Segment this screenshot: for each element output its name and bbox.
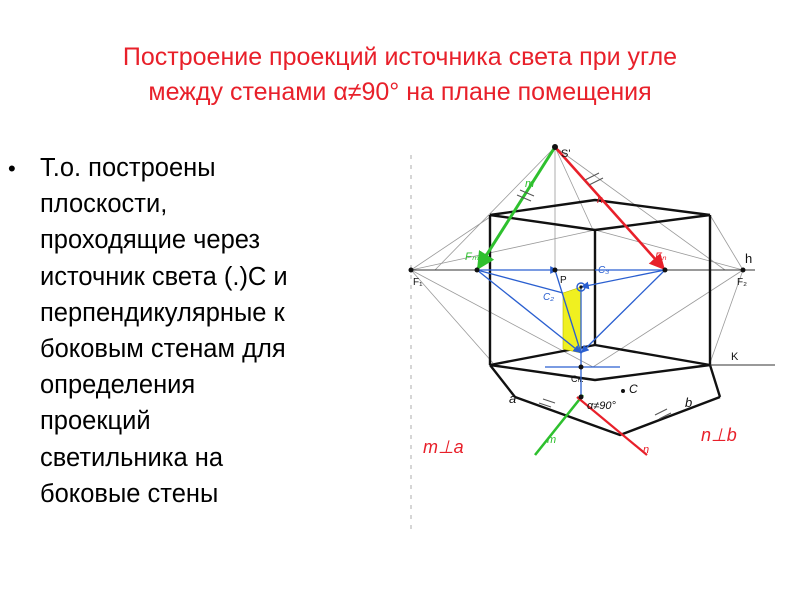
label-c2: C₂ xyxy=(543,292,555,303)
bullet-text xyxy=(40,150,365,512)
label-s: S' xyxy=(561,148,571,160)
bullet-line: проходящие через xyxy=(40,226,261,255)
bullet-line: боковым стенам для xyxy=(40,335,286,364)
label-c3: C₃ xyxy=(598,265,610,276)
point-c-marker-plan xyxy=(621,389,625,393)
point-p xyxy=(553,268,558,273)
label-f2: F₂ xyxy=(737,277,747,288)
vanishing-point-f1 xyxy=(409,268,414,273)
label-k: K xyxy=(731,351,739,363)
plan-right-link xyxy=(710,365,720,397)
construction-line xyxy=(595,230,743,270)
bullet-line: боковые стены xyxy=(40,479,219,508)
bullet-line: плоскости, xyxy=(40,190,168,219)
construction-line xyxy=(555,147,725,270)
bullet-line: Т.о. построены xyxy=(40,154,216,182)
label-n-perp-b: n⊥b xyxy=(701,425,737,445)
label-alpha: α≠90° xyxy=(587,400,616,412)
construction-line xyxy=(710,215,743,270)
point-c xyxy=(579,285,582,288)
label-c: C xyxy=(629,382,638,396)
projection-drawing xyxy=(405,135,795,535)
label-c-floor: Cₙ. xyxy=(571,374,584,384)
label-a: a xyxy=(509,391,517,406)
label-n-top: n xyxy=(597,194,604,206)
construction-line xyxy=(411,270,493,363)
point-c-floor xyxy=(579,365,584,370)
point-fm xyxy=(475,268,480,273)
label-m-perp-a: m⊥a xyxy=(423,437,464,457)
construction-line xyxy=(411,230,595,270)
bullet-line: источник света (.)С и xyxy=(40,262,288,291)
point-s xyxy=(552,144,558,150)
label-fn: Fₙ xyxy=(655,251,667,263)
label-fm: Fₘ xyxy=(465,251,479,263)
bullet-line: проекций xyxy=(40,407,151,436)
bullet-line: светильника на xyxy=(40,443,224,472)
slide-title-line-1: Построение проекций источника света при угле xyxy=(122,43,678,71)
label-p: P xyxy=(560,275,567,286)
point-fn xyxy=(663,268,668,273)
point-c-plan xyxy=(579,395,584,400)
bullet-line: перпендикулярные к xyxy=(40,298,285,327)
red-line-n xyxy=(555,147,665,270)
label-n-bottom: n xyxy=(643,444,650,456)
slide-title-line-2: между стенами α≠90° на плане помещения xyxy=(148,78,652,106)
label-m-top: m xyxy=(525,178,535,190)
label-m-bottom: m xyxy=(547,434,557,446)
bullet-marker: • xyxy=(8,156,16,181)
ceiling-front-edges xyxy=(490,215,710,230)
slide-title xyxy=(0,40,800,110)
bullet-line: определения xyxy=(40,371,196,400)
vanishing-point-f2 xyxy=(741,268,746,273)
blue-ray xyxy=(581,270,665,287)
label-f1: F₁ xyxy=(413,277,423,288)
blue-ray xyxy=(581,270,665,353)
label-b: b xyxy=(685,395,693,410)
label-h: h xyxy=(745,251,753,266)
